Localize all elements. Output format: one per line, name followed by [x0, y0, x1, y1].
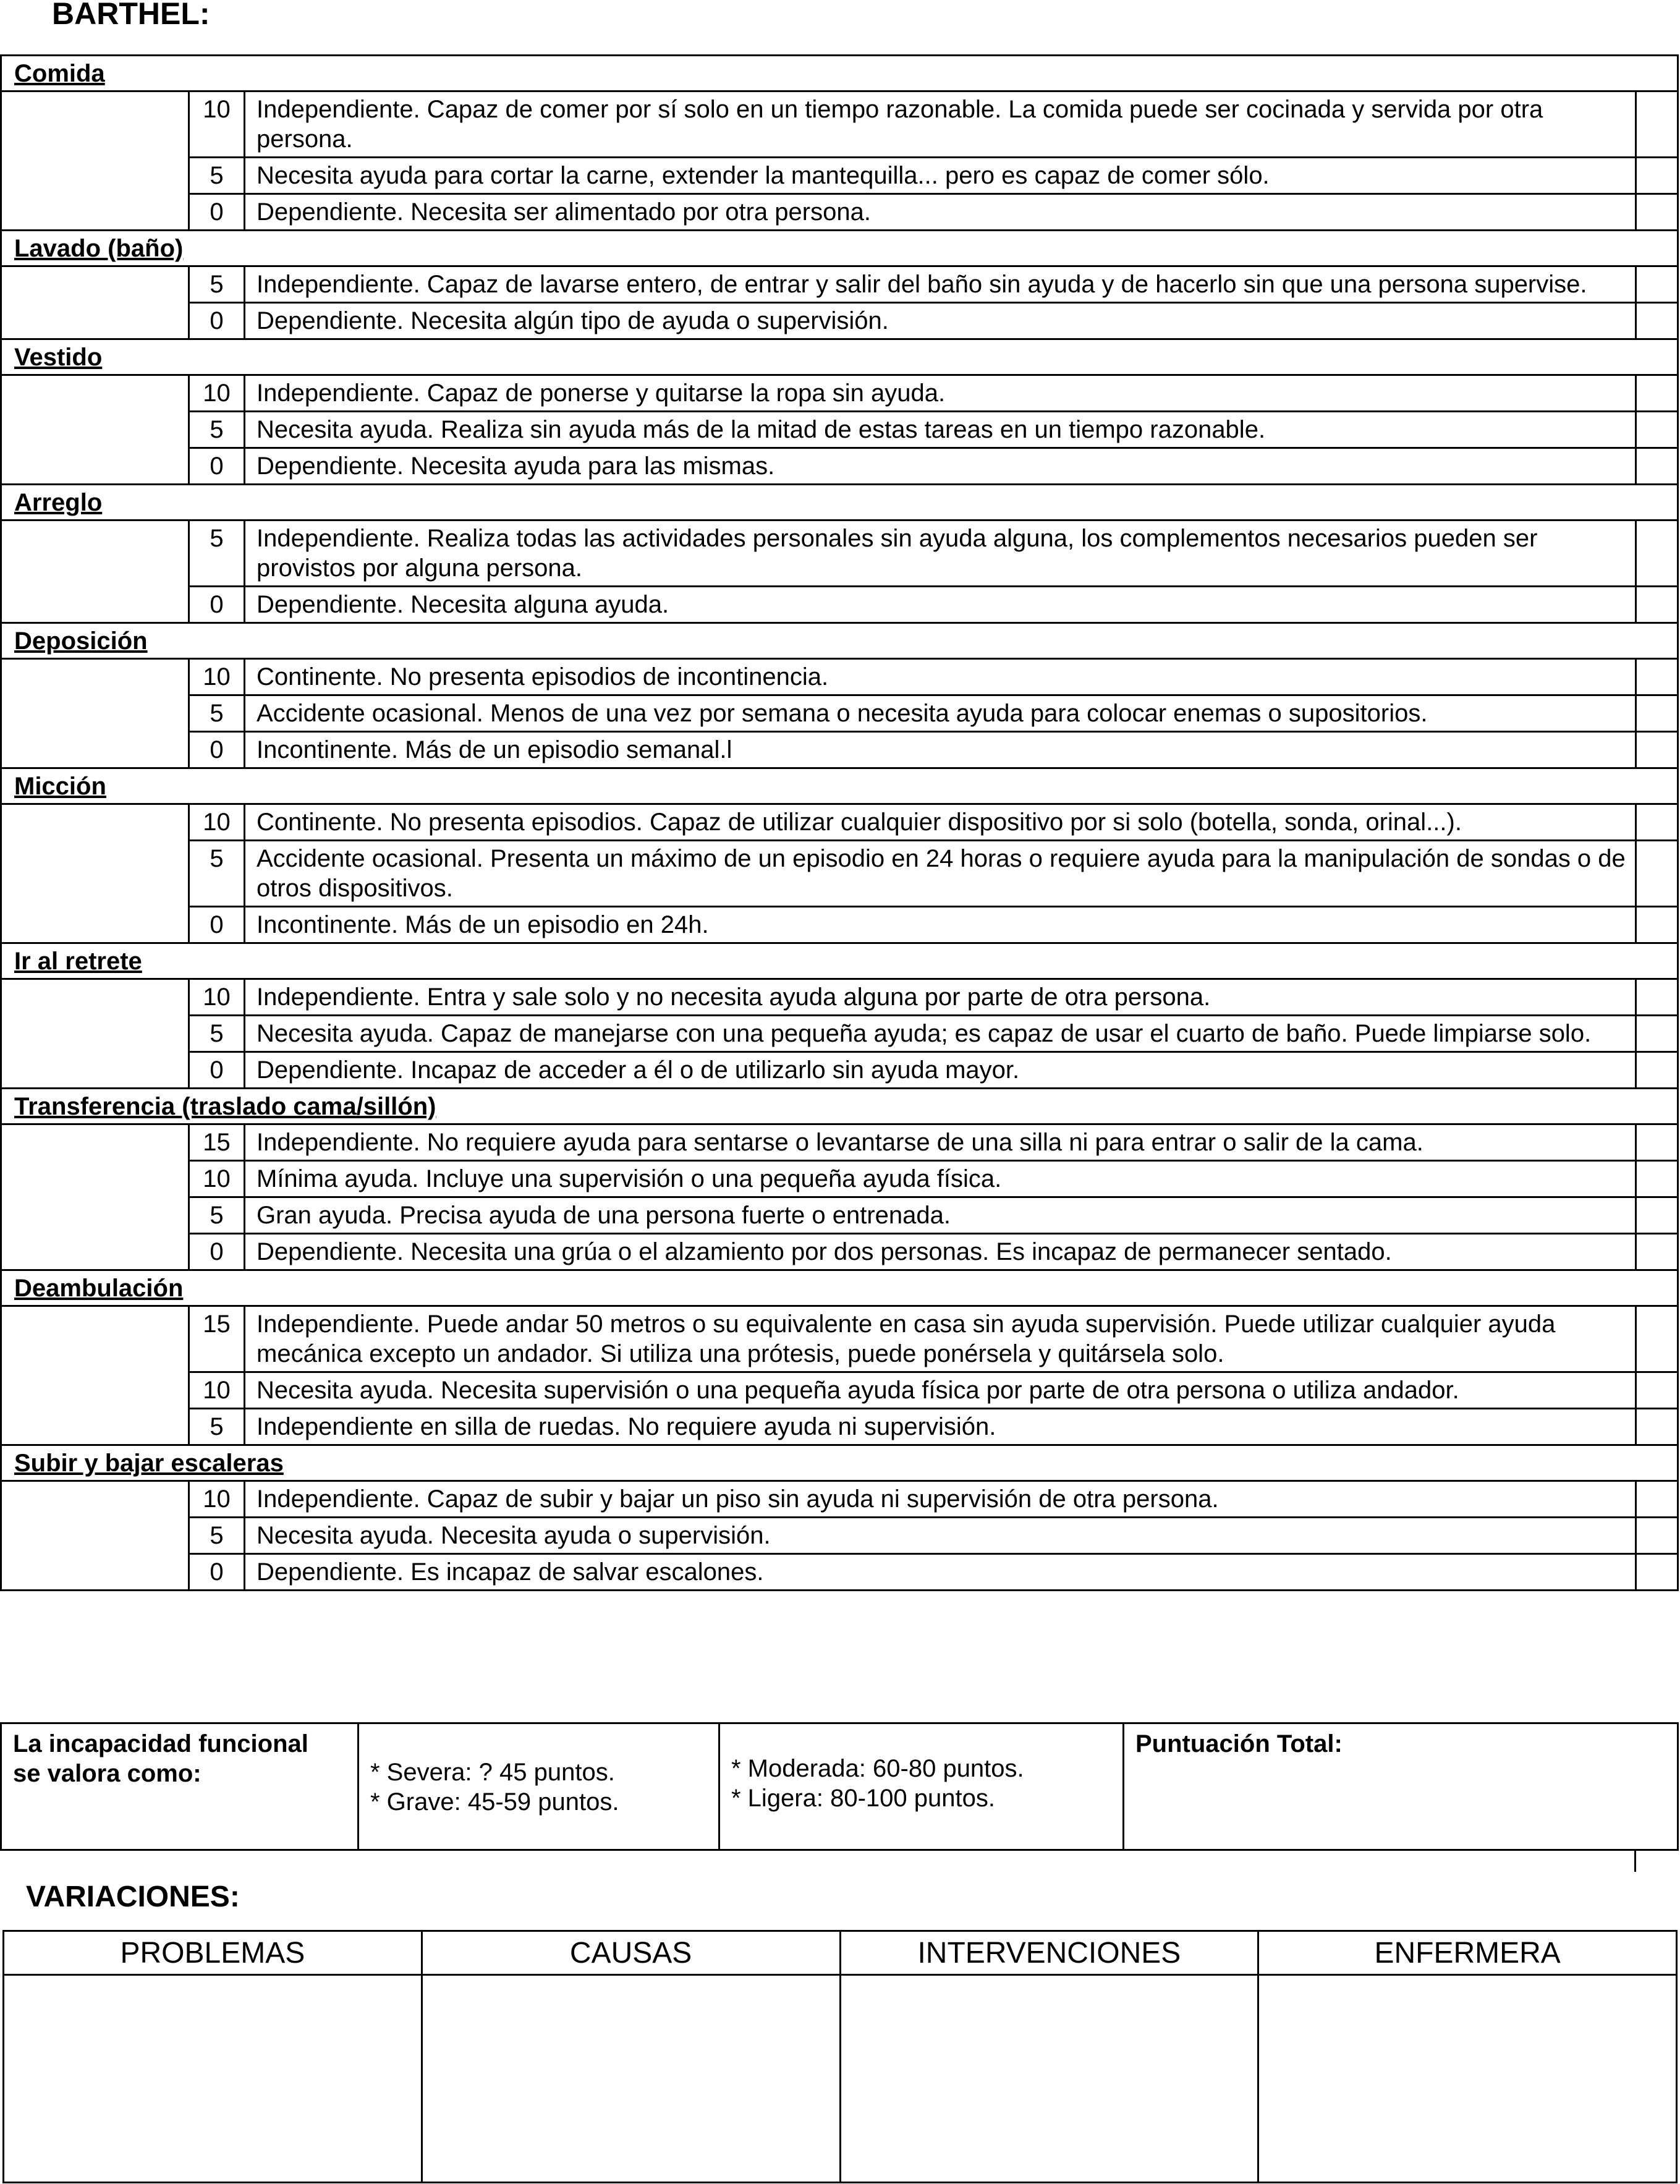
score-checkbox[interactable]	[1636, 1409, 1678, 1445]
option-row	[1, 1481, 1678, 1518]
score-checkbox[interactable]	[1636, 1554, 1678, 1591]
category-blank-cell	[1, 266, 189, 339]
option-description: Accidente ocasional. Presenta un máximo de un episodio en 24 horas o requiere ayuda para la manipulación de sondas o de otros dispositivos.	[245, 841, 1636, 907]
option-description: Continente. No presenta episodios de incontinencia.	[245, 659, 1636, 695]
option-row	[1, 1161, 1678, 1197]
category-title: Comida	[1, 56, 1678, 91]
score-checkbox[interactable]	[1636, 375, 1678, 412]
option-score: 10	[189, 1372, 245, 1409]
option-description: Dependiente. Incapaz de acceder a él o de utilizarlo sin ayuda mayor.	[245, 1052, 1636, 1089]
option-row	[1, 841, 1678, 907]
col-header-enfermera: ENFERMERA	[1258, 1931, 1677, 1975]
category-header-row	[1, 1445, 1678, 1481]
category-blank-cell	[1, 979, 189, 1089]
score-checkbox[interactable]	[1636, 804, 1678, 841]
category-blank-cell	[1, 375, 189, 485]
option-score: 10	[189, 804, 245, 841]
option-score: 5	[189, 412, 245, 448]
category-blank-cell	[1, 804, 189, 943]
score-checkbox[interactable]	[1636, 521, 1678, 587]
option-row	[1, 158, 1678, 194]
option-description: Incontinente. Más de un episodio semanal.l	[245, 732, 1636, 768]
score-checkbox[interactable]	[1636, 1234, 1678, 1270]
category-blank-cell	[1, 1124, 189, 1270]
category-title: Arreglo	[1, 485, 1678, 521]
score-checkbox[interactable]	[1636, 158, 1678, 194]
score-checkbox[interactable]	[1636, 1481, 1678, 1518]
option-score: 0	[189, 194, 245, 231]
option-row	[1, 412, 1678, 448]
option-row	[1, 266, 1678, 303]
category-header-row	[1, 623, 1678, 659]
option-description: Independiente. Puede andar 50 metros o su equivalente en casa sin ayuda supervisión. Puede utilizar cualquier ayuda mecánica excepto un andador. Si utiliza una prótesis, puede ponérsela y quitársela solo.	[245, 1306, 1636, 1372]
summary-ligera: * Ligera: 80-100 puntos.	[731, 1785, 995, 1812]
category-title: Lavado (baño)	[1, 231, 1678, 266]
option-description: Dependiente. Necesita algún tipo de ayuda o supervisión.	[245, 303, 1636, 339]
option-score: 0	[189, 1052, 245, 1089]
option-description: Dependiente. Necesita ayuda para las mismas.	[245, 448, 1636, 485]
option-score: 10	[189, 659, 245, 695]
option-description: Independiente. Capaz de comer por sí solo en un tiempo razonable. La comida puede ser cocinada y servida por otra persona.	[245, 91, 1636, 158]
option-description: Dependiente. Es incapaz de salvar escalones.	[245, 1554, 1636, 1591]
option-score: 5	[189, 1197, 245, 1234]
option-row	[1, 91, 1678, 158]
category-header-row	[1, 768, 1678, 804]
option-description: Necesita ayuda. Capaz de manejarse con una pequeña ayuda; es capaz de usar el cuarto de baño. Puede limpiarse solo.	[245, 1016, 1636, 1052]
option-score: 15	[189, 1306, 245, 1372]
causas-cell[interactable]	[422, 1975, 840, 2183]
option-description: Necesita ayuda. Necesita supervisión o una pequeña ayuda física por parte de otra persona o utiliza andador.	[245, 1372, 1636, 1409]
option-description: Necesita ayuda. Necesita ayuda o supervisión.	[245, 1518, 1636, 1554]
score-checkbox[interactable]	[1636, 1197, 1678, 1234]
option-score: 0	[189, 587, 245, 623]
option-row	[1, 1052, 1678, 1089]
option-row	[1, 1016, 1678, 1052]
option-score: 5	[189, 1518, 245, 1554]
page-title: BARTHEL:	[52, 0, 210, 31]
category-title: Vestido	[1, 339, 1678, 375]
option-row	[1, 1372, 1678, 1409]
option-row	[1, 521, 1678, 587]
score-checkbox[interactable]	[1636, 91, 1678, 158]
option-row	[1, 1409, 1678, 1445]
option-score: 5	[189, 266, 245, 303]
option-description: Independiente. Capaz de subir y bajar un piso sin ayuda ni supervisión de otra persona.	[245, 1481, 1636, 1518]
total-score-label: Puntuación Total:	[1135, 1730, 1343, 1757]
option-score: 10	[189, 375, 245, 412]
option-row	[1, 1124, 1678, 1161]
col-header-intervenciones: INTERVENCIONES	[840, 1931, 1258, 1975]
option-score: 0	[189, 303, 245, 339]
option-description: Dependiente. Necesita alguna ayuda.	[245, 587, 1636, 623]
category-header-row	[1, 231, 1678, 266]
score-checkbox[interactable]	[1636, 907, 1678, 943]
category-blank-cell	[1, 91, 189, 231]
option-score: 15	[189, 1124, 245, 1161]
category-title: Micción	[1, 768, 1678, 804]
option-row	[1, 194, 1678, 231]
option-description: Necesita ayuda para cortar la carne, extender la mantequilla... pero es capaz de comer sólo.	[245, 158, 1636, 194]
summary-severa: * Severa: ? 45 puntos.	[370, 1759, 615, 1786]
summary-label-line1: La incapacidad funcional	[13, 1730, 308, 1757]
option-row	[1, 448, 1678, 485]
score-checkbox[interactable]	[1636, 979, 1678, 1016]
category-header-row	[1, 485, 1678, 521]
option-row	[1, 695, 1678, 732]
category-title: Subir y bajar escaleras	[1, 1445, 1678, 1481]
category-blank-cell	[1, 659, 189, 768]
option-row	[1, 804, 1678, 841]
option-score: 0	[189, 448, 245, 485]
score-checkbox[interactable]	[1636, 194, 1678, 231]
score-checkbox[interactable]	[1636, 587, 1678, 623]
summary-table	[0, 1722, 1679, 1851]
variaciones-title: VARIACIONES:	[26, 1880, 240, 1913]
score-checkbox[interactable]	[1636, 266, 1678, 303]
score-checkbox[interactable]	[1636, 1518, 1678, 1554]
score-checkbox[interactable]	[1636, 303, 1678, 339]
score-checkbox[interactable]	[1636, 659, 1678, 695]
summary-label-line2: se valora como:	[13, 1760, 202, 1787]
category-title: Ir al retrete	[1, 943, 1678, 979]
option-row	[1, 732, 1678, 768]
option-row	[1, 1234, 1678, 1270]
option-description: Dependiente. Necesita ser alimentado por otra persona.	[245, 194, 1636, 231]
option-row	[1, 1518, 1678, 1554]
option-row	[1, 303, 1678, 339]
score-checkbox[interactable]	[1636, 841, 1678, 907]
score-checkbox[interactable]	[1636, 1161, 1678, 1197]
category-blank-cell	[1, 521, 189, 623]
summary-label	[1, 1723, 358, 1850]
intervenciones-cell[interactable]	[840, 1975, 1258, 2183]
option-description: Independiente en silla de ruedas. No requiere ayuda ni supervisión.	[245, 1409, 1636, 1445]
category-header-row	[1, 339, 1678, 375]
option-score: 5	[189, 521, 245, 587]
option-score: 0	[189, 907, 245, 943]
total-score-field[interactable]	[1124, 1723, 1678, 1850]
score-checkbox[interactable]	[1636, 1306, 1678, 1372]
score-checkbox[interactable]	[1636, 1124, 1678, 1161]
option-row	[1, 907, 1678, 943]
option-score: 5	[189, 1409, 245, 1445]
score-checkbox[interactable]	[1636, 448, 1678, 485]
option-description: Necesita ayuda. Realiza sin ayuda más de la mitad de estas tareas en un tiempo razonable.	[245, 412, 1636, 448]
option-description: Independiente. Capaz de lavarse entero, de entrar y salir del baño sin ayuda y de hacerlo sin que una persona supervise.	[245, 266, 1636, 303]
summary-moderada: * Moderada: 60-80 puntos.	[731, 1755, 1024, 1782]
option-row	[1, 979, 1678, 1016]
category-blank-cell	[1, 1481, 189, 1591]
option-row	[1, 375, 1678, 412]
option-score: 10	[189, 91, 245, 158]
variaciones-table	[2, 1930, 1678, 2183]
option-score: 10	[189, 1161, 245, 1197]
option-description: Continente. No presenta episodios. Capaz de utilizar cualquier dispositivo por si solo (botella, sonda, orinal...).	[245, 804, 1636, 841]
enfermera-cell[interactable]	[1258, 1975, 1677, 2183]
score-checkbox[interactable]	[1636, 1372, 1678, 1409]
option-score: 10	[189, 979, 245, 1016]
option-row	[1, 1197, 1678, 1234]
option-row	[1, 1554, 1678, 1591]
option-description: Independiente. Entra y sale solo y no necesita ayuda alguna por parte de otra persona.	[245, 979, 1636, 1016]
category-title: Transferencia (traslado cama/sillón)	[1, 1089, 1678, 1124]
option-description: Independiente. Capaz de ponerse y quitarse la ropa sin ayuda.	[245, 375, 1636, 412]
col-header-causas: CAUSAS	[422, 1931, 840, 1975]
option-description: Incontinente. Más de un episodio en 24h.	[245, 907, 1636, 943]
category-title: Deposición	[1, 623, 1678, 659]
option-description: Gran ayuda. Precisa ayuda de una persona fuerte o entrenada.	[245, 1197, 1636, 1234]
category-blank-cell	[1, 1306, 189, 1445]
barthel-table	[0, 54, 1679, 1591]
option-score: 0	[189, 1554, 245, 1591]
col-header-problemas: PROBLEMAS	[4, 1931, 422, 1975]
summary-severa-grave	[358, 1723, 719, 1850]
option-score: 0	[189, 1234, 245, 1270]
category-header-row	[1, 1089, 1678, 1124]
score-checkbox[interactable]	[1636, 1016, 1678, 1052]
option-row	[1, 659, 1678, 695]
category-title: Deambulación	[1, 1270, 1678, 1306]
summary-grave: * Grave: 45-59 puntos.	[370, 1788, 619, 1816]
score-checkbox[interactable]	[1636, 1052, 1678, 1089]
score-checkbox[interactable]	[1636, 695, 1678, 732]
score-checkbox[interactable]	[1636, 732, 1678, 768]
problemas-cell[interactable]	[4, 1975, 422, 2183]
summary-moderada-ligera	[719, 1723, 1124, 1850]
category-header-row	[1, 943, 1678, 979]
option-description: Independiente. No requiere ayuda para sentarse o levantarse de una silla ni para entrar o salir de la cama.	[245, 1124, 1636, 1161]
option-description: Mínima ayuda. Incluye una supervisión o una pequeña ayuda física.	[245, 1161, 1636, 1197]
score-checkbox[interactable]	[1636, 412, 1678, 448]
option-row	[1, 587, 1678, 623]
category-header-row	[1, 56, 1678, 91]
option-score: 5	[189, 841, 245, 907]
option-description: Accidente ocasional. Menos de una vez por semana o necesita ayuda para colocar enemas o supositorios.	[245, 695, 1636, 732]
option-score: 5	[189, 695, 245, 732]
option-score: 0	[189, 732, 245, 768]
divider-tick	[1634, 1851, 1636, 1872]
category-header-row	[1, 1270, 1678, 1306]
option-row	[1, 1306, 1678, 1372]
option-description: Dependiente. Necesita una grúa o el alzamiento por dos personas. Es incapaz de permanecer sentado.	[245, 1234, 1636, 1270]
option-score: 5	[189, 1016, 245, 1052]
option-description: Independiente. Realiza todas las actividades personales sin ayuda alguna, los complementos necesarios pueden ser provistos por alguna persona.	[245, 521, 1636, 587]
option-score: 10	[189, 1481, 245, 1518]
option-score: 5	[189, 158, 245, 194]
